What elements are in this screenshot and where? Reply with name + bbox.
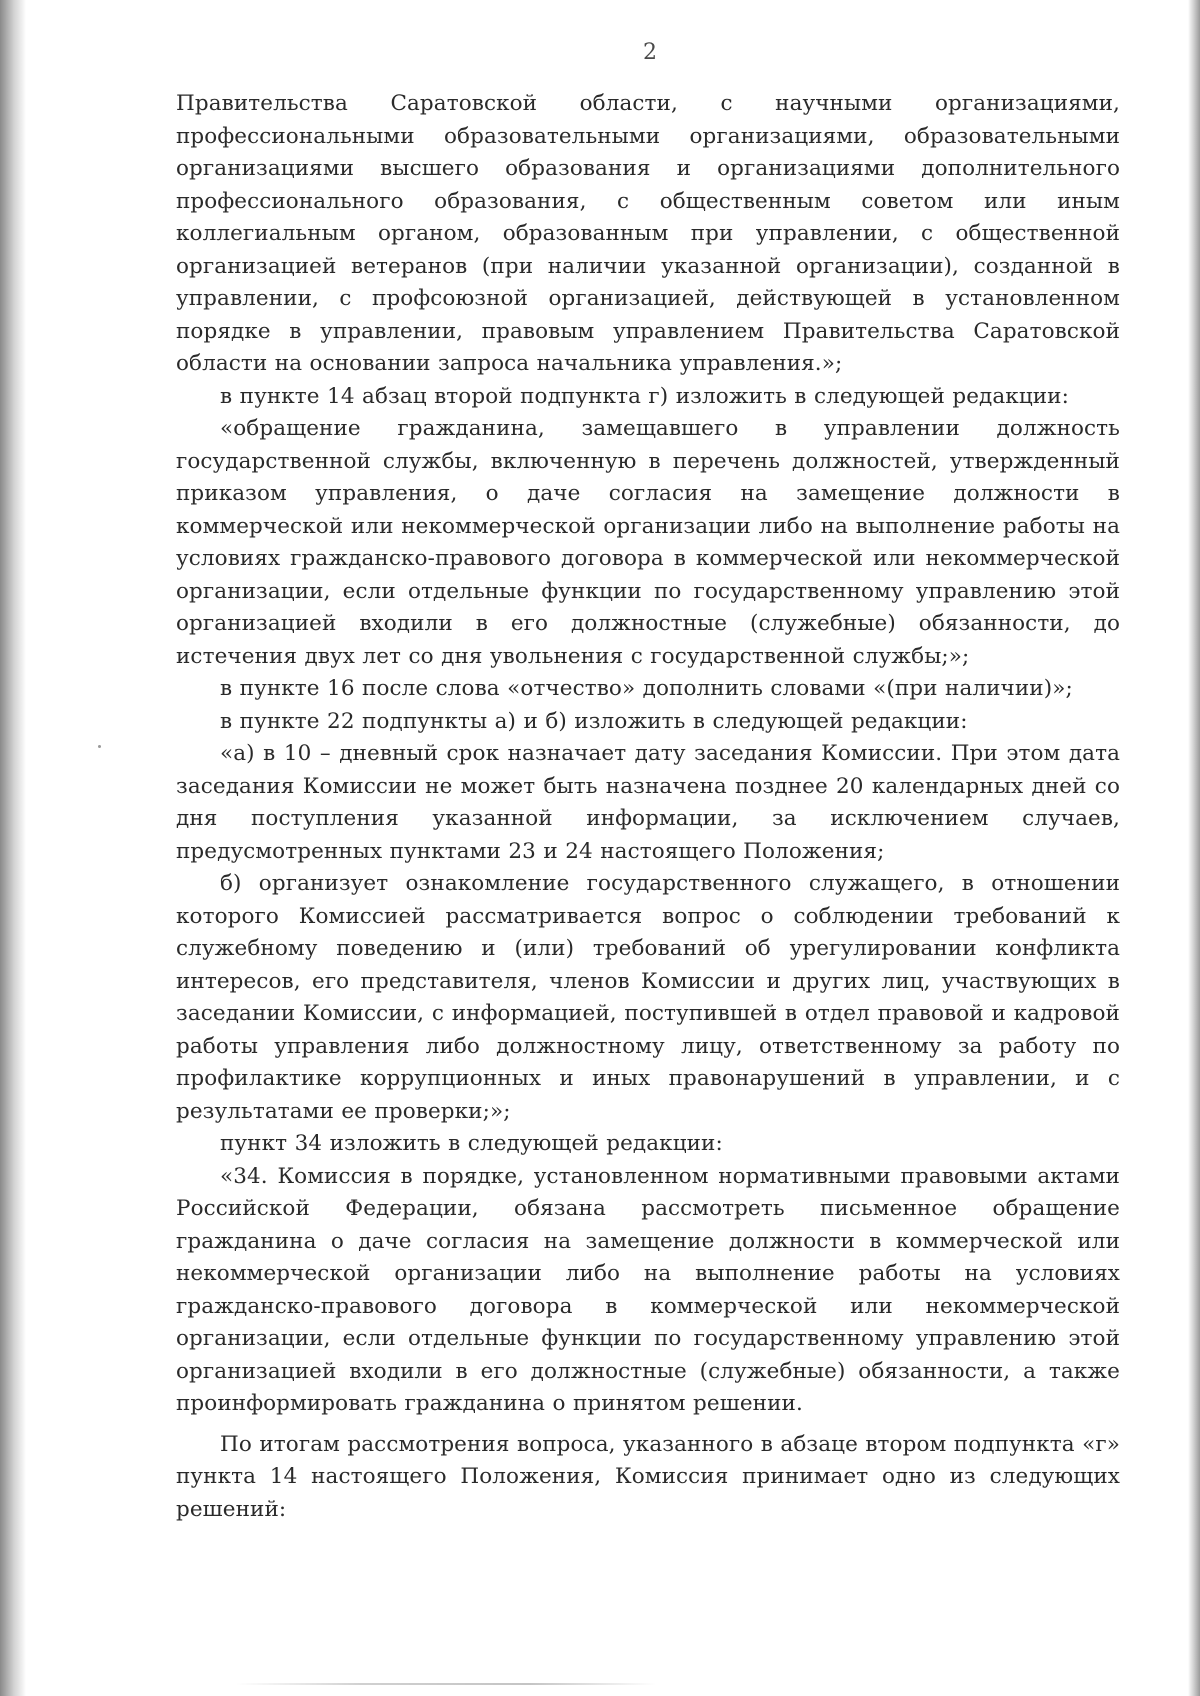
paragraph-amend-point-16: в пункте 16 после слова «отчество» дополнить словами «(при наличии)»; xyxy=(220,676,1073,701)
paragraph-amend-point-22: в пункте 22 подпункты а) и б) изложить в следующей редакции: xyxy=(220,708,968,734)
paragraph-point-34-text: «34. Комиссия в порядке, установленном нормативными правовыми актами Российской Федерации, обязана рассмотреть письменное обращение гражданина о даче согласия на замещение должности в коммерческой или некоммерческой организации либо на выполнение работы на условиях гражданско-правового договора в коммерческой или некоммерческой организации, если отдельные функции по государственному управлению этой организацией входили в его должностные (служебные) обязанности, а также проинформировать гражданина о принятом решении. xyxy=(176,1163,1120,1416)
paragraph-decisions-intro: По итогам рассмотрения вопроса, указанного в абзаце втором подпункта «г» пункта 14 настоящего Положения, Комиссия принимает одно из следующих решений: xyxy=(176,1431,1120,1522)
scan-bottom-artifact xyxy=(236,1683,656,1685)
document-body xyxy=(176,88,1120,1526)
paragraph-amend-point-14: в пункте 14 абзац второй подпункта г) изложить в следующей редакции: xyxy=(220,383,1069,409)
paragraph-amend-point-34: пункт 34 изложить в следующей редакции: xyxy=(220,1131,723,1156)
paragraph-continuation: Правительства Саратовской области, с научными организациями, профессиональными образовательными организациями, образовательными организациями высшего образования и организациями дополнительного профессионального образования, с общественным советом или иным коллегиальным органом, образованным при управлении, с общественной организацией ветеранов (при наличии указанной организации), созданной в управлении, с профсоюзной организацией, действующей в установленном порядке в управлении, правовым управлением Правительства Саратовской области на основании запроса начальника управления.»; xyxy=(176,91,1120,376)
page-number: 2 xyxy=(643,40,657,65)
paragraph-subpoint-a: «а) в 10 – дневный срок назначает дату заседания Комиссии. При этом дата заседания Комиссии не может быть назначена позднее 20 календарных дней со дня поступления указанной информации, за исключением случаев, предусмотренных пунктами 23 и 24 настоящего Положения; xyxy=(176,741,1120,864)
paragraph-subpoint-b: б) организует ознакомление государственного служащего, в отношении которого Комиссией рассматривается вопрос о соблюдении требований к служебному поведению и (или) требований об урегулировании конфликта интересов, его представителя, членов Комиссии и других лиц, участвующих в заседании Комиссии, с информацией, поступившей в отдел правовой и кадровой работы управления либо должностному лицу, ответственному за работу по профилактике коррупционных и иных правонарушений в управлении, и с результатами ее проверки;»; xyxy=(176,871,1120,1124)
paragraph-citizen-appeal: «обращение гражданина, замещавшего в управлении должность государственной службы, включенную в перечень должностей, утвержденный приказом управления, о даче согласия на замещение должности в коммерческой или некоммерческой организации либо на выполнение работы на условиях гражданско-правового договора в коммерческой или некоммерческой организации, если отдельные функции по государственному управлению этой организацией входили в его должностные (служебные) обязанности, до истечения двух лет со дня увольнения с государственной службы;»; xyxy=(176,416,1120,669)
scan-speck xyxy=(98,745,101,748)
